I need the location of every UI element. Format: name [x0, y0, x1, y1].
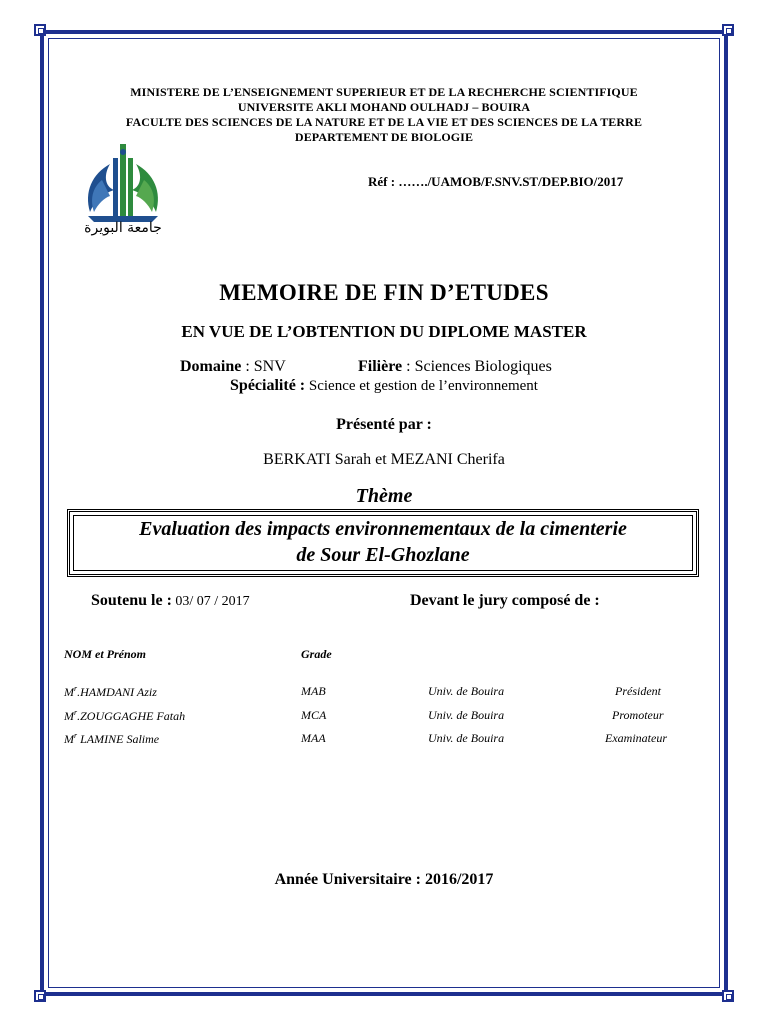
jury-member-grade: MAA [301, 731, 326, 745]
theme-title-line1: Evaluation des impacts environnementaux de la cimenterie [139, 518, 627, 540]
memoire-subtitle: EN VUE DE L’OBTENTION DU DIPLOME MASTER [181, 322, 587, 341]
filiere-value: : Sciences Biologiques [402, 358, 552, 375]
domaine-value: : SNV [241, 358, 286, 375]
specialite-line [0, 377, 768, 395]
presente-label: Présenté par : [336, 416, 432, 433]
jury-col-grade: Grade [301, 647, 332, 661]
memoire-title: MEMOIRE DE FIN D’ETUDES [219, 280, 549, 305]
student-names: BERKATI Sarah et MEZANI Cherifa [263, 451, 505, 468]
soutenu-line [91, 592, 250, 610]
theme-label: Thème [355, 485, 413, 507]
theme-title-line2: de Sour El-Ghozlane [296, 544, 470, 566]
jury-member-name: $M^r$ LAMINE Salime [64, 731, 160, 746]
jury-title: Devant le jury composé de : [410, 592, 600, 609]
jury-member-name: $M^r.HAMDANI$ Aziz [64, 684, 157, 699]
jury-member-role: Président [615, 684, 661, 698]
theme-title [72, 516, 694, 568]
header-university: UNIVERSITE AKLI MOHAND OULHADJ – BOUIRA [237, 100, 531, 114]
domaine-label: Domaine [180, 358, 242, 375]
soutenu-date: 03/ 07 / 2017 [171, 594, 250, 609]
jury-member-grade: MCA [301, 708, 327, 722]
jury-member-role: Promoteur [612, 708, 664, 722]
reference-number: Réf : ……./UAMOB/F.SNV.ST/DEP.BIO/2017 [368, 174, 624, 189]
corner-ornament-bottom-left [34, 990, 46, 1002]
jury-member-name: $M^r.ZOUGGAGHE$ Fatah [64, 708, 186, 723]
domaine-line [180, 358, 286, 376]
logo-caption: جامعة البويرة [84, 220, 162, 236]
header-department: DEPARTEMENT DE BIOLOGIE [294, 130, 474, 144]
jury-member-univ: Univ. de Bouira [428, 708, 505, 722]
filiere-label: Filière [358, 358, 403, 375]
soutenu-label: Soutenu le : [91, 592, 172, 609]
header-faculty: FACULTE DES SCIENCES DE LA NATURE ET DE LA VIE ET DES SCIENCES DE LA TERRE [125, 115, 643, 129]
jury-member-univ: Univ. de Bouira [428, 684, 505, 698]
corner-ornament-top-left [34, 24, 46, 36]
jury-col-name: NOM et Prénom [64, 647, 146, 661]
specialite-value: Science et gestion de l’environnement [305, 378, 538, 394]
jury-member-role: Examinateur [605, 731, 667, 745]
university-logo [80, 140, 166, 242]
jury-member-grade: MAB [301, 684, 326, 698]
corner-ornament-bottom-right [722, 990, 734, 1002]
specialite-label: Spécialité : [230, 377, 306, 394]
academic-year: Année Universitaire : 2016/2017 [274, 871, 494, 888]
header-ministry: MINISTERE DE L’ENSEIGNEMENT SUPERIEUR ET DE LA RECHERCHE SCIENTIFIQUE [130, 85, 638, 99]
filiere-line [358, 358, 552, 376]
jury-member-univ: Univ. de Bouira [428, 731, 505, 745]
corner-ornament-top-right [722, 24, 734, 36]
